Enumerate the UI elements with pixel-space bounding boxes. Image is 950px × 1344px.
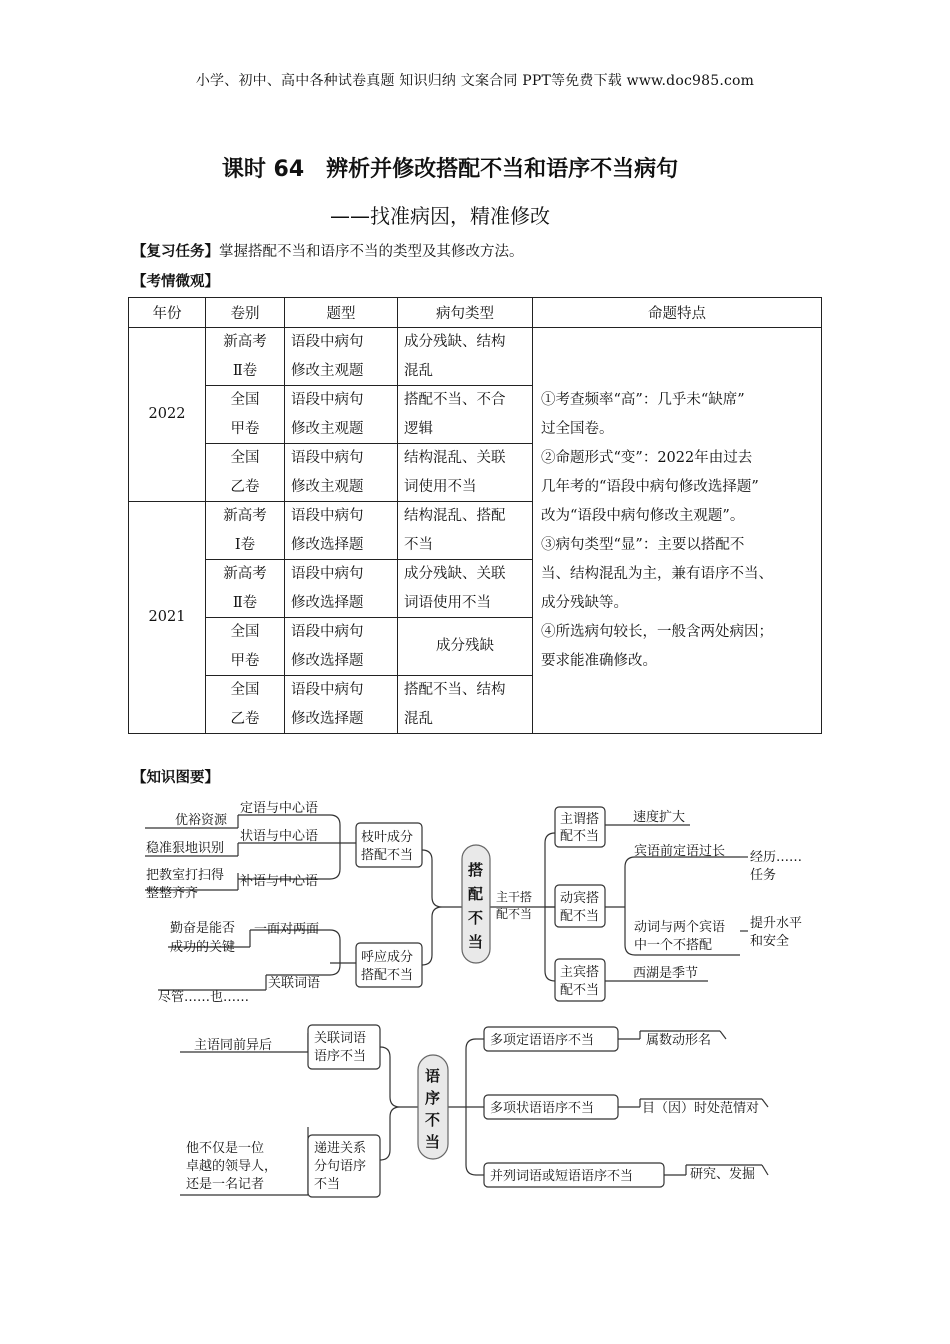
connector-lines (145, 815, 748, 990)
example-text: 卓越的领导人， (186, 1159, 278, 1174)
svg-text:多项定语语序不当: 多项定语语序不当 (490, 1033, 595, 1048)
svg-text:并列词语或短语语序不当: 并列词语或短语语序不当 (490, 1169, 634, 1184)
qtype-cell: 语段中病句 修改主观题 (285, 386, 398, 444)
svg-text:配不当: 配不当 (560, 829, 600, 844)
example-text: 他不仅是一位 (186, 1141, 265, 1156)
mind-map-collocation (130, 795, 820, 1010)
svg-text:主宾搭: 主宾搭 (560, 965, 600, 980)
table-row (129, 328, 822, 386)
type-text: 状语与中心语 (240, 829, 319, 844)
type-text: 一面对两面 (254, 922, 320, 937)
trunk-label (496, 889, 532, 921)
error-cell: 搭配不当、结构 混乱 (398, 676, 533, 734)
svg-text:配不当: 配不当 (560, 909, 600, 924)
svg-text:不: 不 (468, 909, 484, 927)
review-label: 【复习任务】 (132, 244, 219, 260)
category-label: 枝叶成分 (361, 830, 414, 845)
left-example-nodes (146, 800, 320, 1005)
center-node (418, 1055, 448, 1159)
paper-cell: 新高考 Ⅱ卷 (206, 328, 285, 386)
header-error-type: 病句类型 (398, 298, 533, 328)
category-label: 搭配不当 (361, 968, 414, 983)
map-label: 【知识图要】 (132, 770, 219, 786)
example-text: 把教室打扫得 (146, 868, 225, 883)
example-text: 和安全 (750, 934, 790, 949)
example-text: 速度扩大 (633, 810, 686, 825)
paper-cell: 全国 甲卷 (206, 618, 285, 676)
svg-text:序: 序 (425, 1089, 441, 1107)
page-title: 课时 64 辨析并修改搭配不当和语序不当病句 (221, 157, 679, 182)
svg-text:关联词语: 关联词语 (314, 1031, 367, 1046)
qtype-cell: 语段中病句 修改主观题 (285, 444, 398, 502)
svg-text:主谓搭: 主谓搭 (560, 812, 600, 827)
header-qtype: 题型 (285, 298, 398, 328)
svg-text:分句语序: 分句语序 (314, 1159, 367, 1174)
center-node (462, 845, 490, 963)
example-text: 任务 (750, 868, 777, 883)
table-header-row (129, 298, 822, 328)
svg-text:配不当: 配不当 (496, 907, 533, 921)
error-cell: 成分残缺 (398, 618, 533, 676)
type-text: 补语与中心语 (240, 874, 319, 889)
example-text: 勤奋是能否 (170, 921, 236, 936)
error-cell: 成分残缺、关联 词语使用不当 (398, 560, 533, 618)
left-category-boxes (356, 823, 422, 987)
svg-text:动宾搭: 动宾搭 (560, 891, 600, 906)
error-cell: 结构混乱、搭配 不当 (398, 502, 533, 560)
paper-cell: 新高考 Ⅰ卷 (206, 502, 285, 560)
year-cell: 2021 (129, 502, 206, 734)
example-text: 属数动形名 (646, 1033, 712, 1048)
paper-cell: 新高考 Ⅱ卷 (206, 560, 285, 618)
example-text: 目（因）时处范情对 (642, 1101, 760, 1116)
year-cell: 2022 (129, 328, 206, 502)
example-text: 尽管……也…… (158, 990, 250, 1005)
left-nodes (186, 1025, 380, 1197)
svg-text:不: 不 (425, 1111, 441, 1129)
page-subtitle: ——找准病因，精准修改 (330, 204, 550, 228)
qtype-cell: 语段中病句 修改选择题 (285, 676, 398, 734)
type-text: 中一个不搭配 (634, 938, 713, 953)
qtype-cell: 语段中病句 修改选择题 (285, 502, 398, 560)
svg-text:主干搭: 主干搭 (496, 890, 533, 904)
example-text: 主语同前异后 (194, 1038, 273, 1053)
svg-text:当: 当 (425, 1133, 441, 1151)
example-text: 优裕资源 (175, 813, 228, 828)
svg-text:不当: 不当 (314, 1177, 341, 1192)
error-cell: 搭配不当、不合 逻辑 (398, 386, 533, 444)
right-category-boxes (555, 807, 605, 1001)
qtype-cell: 语段中病句 修改选择题 (285, 560, 398, 618)
category-label: 呼应成分 (361, 950, 414, 965)
svg-text:语: 语 (425, 1067, 441, 1085)
type-text: 关联词语 (268, 976, 321, 991)
svg-text:多项状语语序不当: 多项状语语序不当 (490, 1101, 595, 1116)
svg-text:搭: 搭 (468, 861, 484, 879)
example-text: 还是一名记者 (186, 1177, 265, 1192)
paper-cell: 全国 乙卷 (206, 676, 285, 734)
category-label: 搭配不当 (361, 848, 414, 863)
type-text: 动词与两个宾语 (634, 920, 726, 935)
review-text: 掌握搭配不当和语序不当的类型及其修改方法。 (219, 244, 524, 260)
example-text: 整整齐齐 (146, 886, 199, 901)
example-text: 提升水平 (750, 916, 803, 931)
example-text: 经历…… (750, 850, 803, 865)
qtype-cell: 语段中病句 修改选择题 (285, 618, 398, 676)
svg-text:语序不当: 语序不当 (314, 1049, 367, 1064)
qtype-cell: 语段中病句 修改主观题 (285, 328, 398, 386)
mind-map-word-order (160, 1015, 800, 1210)
header-paper: 卷别 (206, 298, 285, 328)
paper-cell: 全国 甲卷 (206, 386, 285, 444)
review-task (132, 240, 524, 261)
example-text: 研究、发掘 (690, 1167, 756, 1182)
svg-text:递进关系: 递进关系 (314, 1141, 367, 1156)
example-text: 西湖是季节 (633, 966, 699, 981)
error-cell: 结构混乱、关联 词使用不当 (398, 444, 533, 502)
overview-label: 【考情微观】 (132, 274, 219, 290)
page-header: 小学、初中、高中各种试卷真题 知识归纳 文案合同 PPT等免费下载 www.doc985.com (195, 73, 755, 89)
type-text: 宾语前定语过长 (634, 844, 726, 859)
header-features: 命题特点 (533, 298, 822, 328)
example-text: 成功的关键 (170, 940, 236, 955)
features-cell: ①考查频率“高”：几乎未“缺席” 过全国卷。 ②命题形式“变”：2022年由过去 几年考的“语段中病句修改选择题” 改为“语段中病句修改主观题”。 ③病句类型“显”：主要以搭配不 当、结构混乱为主，兼有语序不当、 成分残缺等。 ④所选病句较长，一般含两处病因； 要求能准确修改。 (533, 328, 822, 734)
exam-overview-table (128, 297, 822, 734)
error-cell: 成分残缺、结构 混乱 (398, 328, 533, 386)
type-text: 定语与中心语 (240, 801, 319, 816)
svg-text:配不当: 配不当 (560, 983, 600, 998)
header-year: 年份 (129, 298, 206, 328)
paper-cell: 全国 乙卷 (206, 444, 285, 502)
svg-text:配: 配 (468, 885, 484, 903)
svg-text:当: 当 (468, 933, 484, 951)
example-text: 稳准狠地识别 (146, 841, 225, 856)
